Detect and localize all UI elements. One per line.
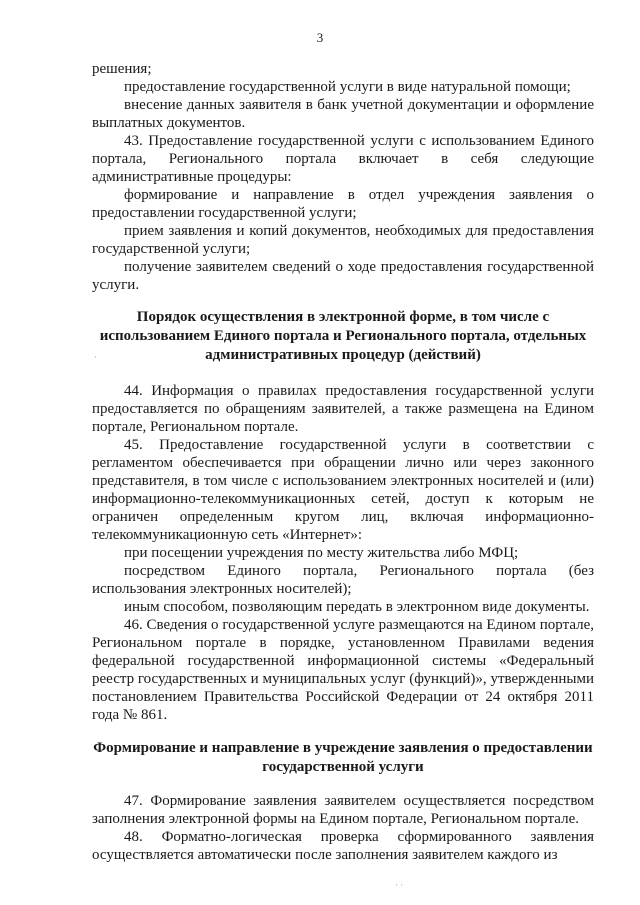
section-heading-electronic-procedures: Порядок осуществления в электронной форме, в том числе с использованием Единого портала и Регионального портала, отдельных административных процедур (действий)	[99, 309, 587, 363]
paragraph-item: получение заявителем сведений о ходе предоставления государственной услуги.	[92, 259, 594, 293]
paragraph-item: посредством Единого портала, Регионального портала (без использования электронных носителей);	[92, 563, 594, 597]
paragraph-item: предоставление государственной услуги в виде натуральной помощи;	[124, 79, 571, 95]
paragraph-continuation: решения;	[92, 61, 152, 77]
paragraph-item: иным способом, позволяющим передать в электронном виде документы.	[124, 599, 590, 615]
scan-speck: ·	[94, 352, 97, 362]
scan-speck: · ·	[395, 880, 404, 890]
section-middle	[92, 382, 594, 724]
page-number: 3	[316, 30, 324, 45]
paragraph-clause-45: 45. Предоставление государственной услуги в соответствии с регламентом обеспечивается при обращении лично или через законного представителя, в том числе с использованием электронных носителей и (или) информационно-телекоммуникационных сетей, доступ к которым не ограничен определенным кругом лиц, включая информационно-телекоммуникационную сеть «Интернет»:	[92, 437, 594, 543]
paragraph-item: внесение данных заявителя в банк учетной документации и оформление выплатных документов.	[92, 97, 594, 131]
section-heading-application: Формирование и направление в учреждение заявления о предоставлении государственной услуги	[93, 740, 593, 775]
paragraph-item: при посещении учреждения по месту жительства либо МФЦ;	[124, 545, 519, 561]
section-top	[92, 60, 594, 294]
paragraph-clause-46: 46. Сведения о государственной услуге размещаются на Едином портале, Региональном портале в порядке, установленном Правилами ведения федеральной государственной информационной системы «Федеральный реестр государственных и муниципальных услуг (функций)», утвержденными постановлением Правительства Российской Федерации от 24 октября 2011 года № 861.	[92, 617, 594, 723]
paragraph-item: формирование и направление в отдел учреждения заявления о предоставлении государственной услуги;	[92, 187, 594, 221]
paragraph-clause-48: 48. Форматно-логическая проверка сформированного заявления осуществляется автоматически после заполнения заявителем каждого из	[92, 829, 594, 863]
document-body	[92, 60, 594, 864]
paragraph-clause-44: 44. Информация о правилах предоставления государственной услуги предоставляется по обращениям заявителей, а также размещена на Едином портале, Региональном портале.	[92, 383, 594, 435]
section-bottom	[92, 792, 594, 864]
paragraph-clause-43: 43. Предоставление государственной услуги с использованием Единого портала, Регионального портала включает в себя следующие административные процедуры:	[92, 133, 594, 185]
paragraph-item: прием заявления и копий документов, необходимых для предоставления государственной услуги;	[92, 223, 594, 257]
paragraph-clause-47: 47. Формирование заявления заявителем осуществляется посредством заполнения электронной формы на Едином портале, Региональном портале.	[92, 793, 594, 827]
